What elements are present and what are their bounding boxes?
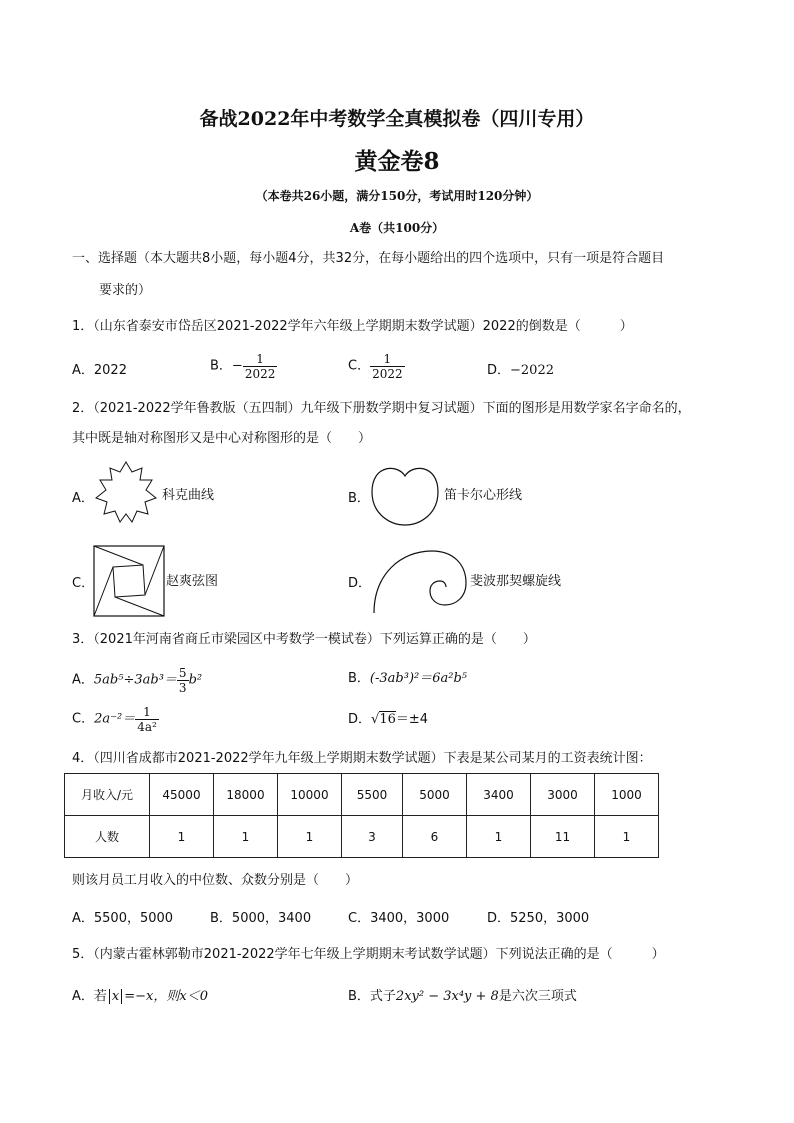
q3-a-denominator: 3 [178,681,187,695]
q1-option-b-fraction [243,352,278,381]
table-cell: 1 [278,816,342,858]
q3-c-denominator: 4a² [137,720,157,734]
q1-c-numerator: 1 [370,352,405,367]
q1-option-a: A．2022 [72,363,127,378]
table-header-cell: 月收入/元 [65,774,150,816]
q5-option-a [72,988,208,1006]
sqrt-symbol: √ [371,712,380,727]
table-header-cell: 人数 [65,816,150,858]
q1-option-d [487,362,554,380]
table-cell: 11 [531,816,595,858]
q3-option-d-radicand: 16 [379,712,396,727]
q2-stem: 2．（2021-2022学年鲁教版（五四制）九年级下册数学期中复习试题）下面的图形是用数学家名字命名的， [72,401,691,416]
q1-stem: 1．（山东省泰安市岱岳区2021-2022学年六年级上学期期末数学试题）2022的倒数是（ ） [72,319,633,334]
q4-ask: 则该月员工月收入的中位数、众数分别是（ ） [72,873,359,888]
q4-option-a: A．5500，5000 [72,911,174,926]
q3-option-a-left: 5ab⁵÷3ab³＝ [93,672,177,688]
q1-option-c [348,352,405,381]
q5-option-a-abs: x [109,989,122,1004]
wage-table [64,773,659,858]
q3-option-c [72,705,159,734]
table-cell: 1 [595,816,659,858]
q1-b-denominator: 2022 [244,367,276,381]
q1-option-d-label: D． [487,363,511,378]
q5-option-a-label: A．若 [72,989,107,1004]
q1-option-c-label: C． [348,358,371,374]
q2-option-c-name: 赵爽弦图 [166,574,219,589]
q3-option-c-label: C． [72,711,95,727]
table-row [65,816,659,858]
q3-option-a-label: A． [72,672,94,688]
table-cell: 3000 [531,774,595,816]
q2-option-a-label: A． [72,491,94,506]
table-row [65,774,659,816]
q3-option-d [348,711,428,729]
table-cell: 1 [150,816,214,858]
q3-option-d-label: D． [348,712,372,727]
table-cell: 5500 [342,774,403,816]
q2-stem-cont: 其中既是轴对称图形又是中心对称图形的是（ ） [72,431,372,446]
q4-option-b: B．5000，3400 [210,911,312,926]
q1-option-b-label: B． [210,358,232,374]
q2-option-c-label: C． [72,576,95,591]
koch-snowflake-figure [90,458,162,530]
q3-option-a-fraction [177,666,189,695]
paper-info: （本卷共26小题，满分150分，考试用时120分钟） [255,189,539,203]
q2-option-d-label: D． [348,576,372,591]
q3-a-numerator: 5 [178,666,187,680]
paper-title: 备战2022年中考数学全真模拟卷（四川专用） [199,108,595,130]
table-cell: 5000 [403,774,467,816]
part1-instructions-cont: 要求的） [99,283,152,298]
q1-option-b [210,352,277,381]
table-cell: 3 [342,816,403,858]
q1-option-c-fraction [370,352,405,381]
q3-option-b-label: B． [348,671,370,686]
table-cell: 6 [403,816,467,858]
q2-option-d-name: 斐波那契螺旋线 [470,574,562,589]
q3-option-c-fraction [135,705,159,734]
fibonacci-spiral-figure [370,545,470,617]
q3-option-b-expr: (-3ab³)²＝6a²b⁵ [369,671,467,686]
paper-subtitle: 黄金卷8 [354,148,440,175]
q5-stem: 5．（内蒙古霍林郭勒市2021-2022学年七年级上学期期末考试数学试题）下列说法正确的是（ ） [72,947,665,962]
q3-option-c-left: 2a⁻²＝ [94,711,136,727]
part1-instructions: 一、选择题（本大题共8小题，每小题4分，共32分，在每小题给出的四个选项中，只有一项是符合题目 [72,251,665,266]
q5-option-b-end: 是六次三项式 [498,989,577,1004]
cardioid-figure [368,462,442,528]
q3-option-a [72,666,202,695]
table-cell: 10000 [278,774,342,816]
table-cell: 18000 [214,774,278,816]
q3-option-a-right: b² [188,672,203,688]
table-cell: 45000 [150,774,214,816]
q5-option-a-mid: =−x，则 [124,989,180,1004]
q2-option-a-name: 科克曲线 [162,488,215,503]
section-heading: A卷（共100分） [349,221,445,235]
q3-stem: 3．（2021年河南省商丘市梁园区中考数学一模试卷）下列运算正确的是（ ） [72,632,536,647]
q2-option-b-name: 笛卡尔心形线 [444,488,523,503]
q4-option-d: D．5250，3000 [487,911,590,926]
zhao-shuang-diagram-figure [93,545,165,617]
table-cell: 1 [214,816,278,858]
q4-stem: 4．（四川省成都市2021-2022学年九年级上学期期末数学试题）下表是某公司某月的工资表统计图： [72,751,652,766]
q1-option-d-value: −2022 [510,363,554,378]
q3-option-b [348,670,467,688]
q5-option-a-end: x＜0 [179,989,208,1004]
q3-c-numerator: 1 [135,705,159,720]
q5-option-b-expr: 2xy² − 3x⁴y + 8 [395,989,499,1004]
q5-option-b-label: B．式子 [348,989,396,1004]
q4-option-c: C．3400，3000 [348,911,450,926]
q1-b-numerator: 1 [243,352,278,367]
q2-option-b-label: B． [348,491,370,506]
q5-option-b [348,988,577,1006]
q1-option-b-sign: − [231,358,243,374]
table-cell: 1 [467,816,531,858]
q3-option-d-right: ＝±4 [395,712,429,727]
table-cell: 3400 [467,774,531,816]
q1-c-denominator: 2022 [372,367,403,381]
table-cell: 1000 [595,774,659,816]
